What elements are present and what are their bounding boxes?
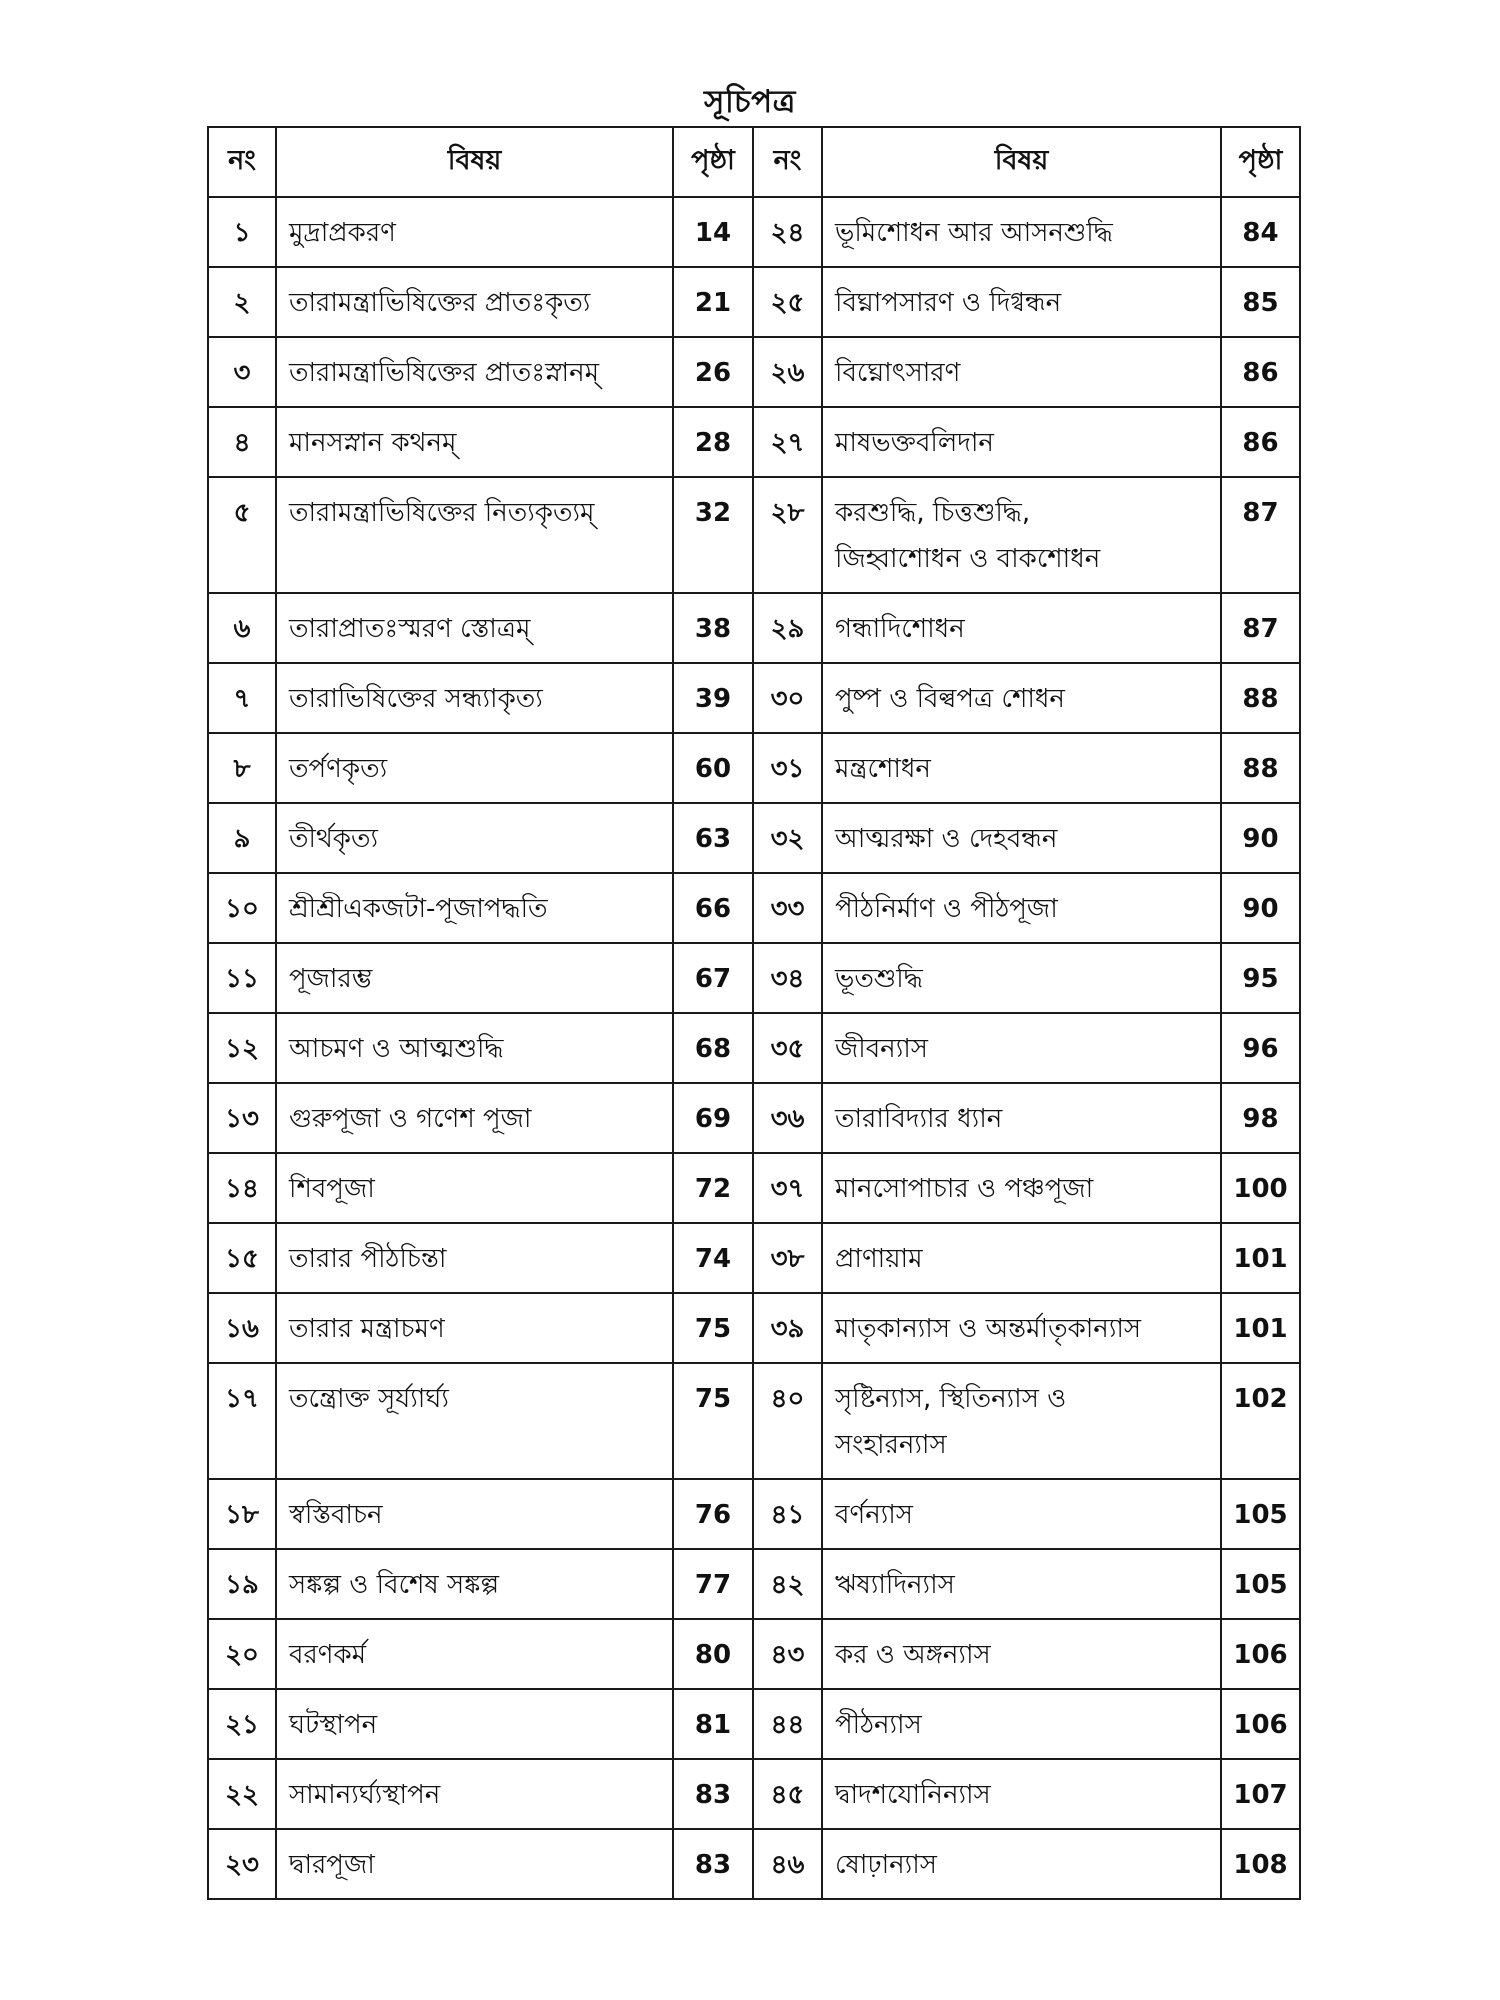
- entry-page: 86: [1221, 337, 1300, 407]
- entry-subject: [822, 477, 1221, 593]
- entry-subject: [276, 1153, 673, 1223]
- table-row: [208, 733, 1300, 803]
- entry-page: 90: [1221, 803, 1300, 873]
- entry-subject-line: পুষ্প ও বিল্বপত্র শোধন: [835, 684, 1065, 714]
- entry-subject-line: সামান্যর্ঘ্যস্থাপন: [289, 1780, 441, 1810]
- entry-subject: [822, 873, 1221, 943]
- entry-number: ১: [208, 197, 276, 267]
- entry-subject-line: ষোঢ়ান্যাস: [835, 1850, 937, 1880]
- table-row: [208, 267, 1300, 337]
- entry-page: 76: [673, 1479, 753, 1549]
- entry-subject-line: জীবন্যাস: [835, 1034, 928, 1064]
- entry-subject: [822, 1689, 1221, 1759]
- entry-subject-line: শ্রীশ্রীএকজটা-পূজাপদ্ধতি: [289, 894, 548, 924]
- entry-subject-line: মুদ্রাপ্রকরণ: [289, 218, 396, 248]
- header-num-right: নং: [753, 127, 822, 197]
- entry-number: ১১: [208, 943, 276, 1013]
- entry-subject-line: সঙ্কল্প ও বিশেষ সঙ্কল্প: [289, 1570, 500, 1600]
- entry-number: ২৯: [753, 593, 822, 663]
- entry-page: 39: [673, 663, 753, 733]
- entry-subject-line: মানসস্নান কথনম্: [289, 428, 457, 458]
- table-row: [208, 1759, 1300, 1829]
- entry-subject: [276, 873, 673, 943]
- entry-page: 101: [1221, 1223, 1300, 1293]
- header-subject-right: বিষয়: [822, 127, 1221, 197]
- entry-page: 107: [1221, 1759, 1300, 1829]
- entry-subject: [822, 407, 1221, 477]
- entry-subject-line: শিবপূজা: [289, 1174, 375, 1204]
- entry-number: ৪: [208, 407, 276, 477]
- entry-subject: [822, 733, 1221, 803]
- table-row: [208, 477, 1300, 593]
- entry-subject-line: স্বস্তিবাচন: [289, 1500, 383, 1530]
- entry-page: 38: [673, 593, 753, 663]
- entry-subject-line: বরণকর্ম: [289, 1640, 367, 1670]
- entry-page: 63: [673, 803, 753, 873]
- entry-subject: [276, 1293, 673, 1363]
- entry-number: ৩১: [753, 733, 822, 803]
- table-row: [208, 1293, 1300, 1363]
- entry-subject: [276, 803, 673, 873]
- entry-subject: [276, 1759, 673, 1829]
- entry-subject: [276, 1083, 673, 1153]
- entry-subject: [276, 663, 673, 733]
- entry-subject: [822, 337, 1221, 407]
- entry-number: ১৪: [208, 1153, 276, 1223]
- header-page-left: পৃষ্ঠা: [673, 127, 753, 197]
- entry-number: ২৫: [753, 267, 822, 337]
- entry-page: 105: [1221, 1479, 1300, 1549]
- entry-subject-line: ঋষ্যাদিন্যাস: [835, 1570, 955, 1600]
- entry-page: 72: [673, 1153, 753, 1223]
- header-row: [208, 127, 1300, 197]
- header-page-right: পৃষ্ঠা: [1221, 127, 1300, 197]
- entry-page: 102: [1221, 1363, 1300, 1479]
- entry-subject-line: পূজারম্ভ: [289, 964, 373, 994]
- entry-number: ১৬: [208, 1293, 276, 1363]
- table-row: [208, 1153, 1300, 1223]
- entry-page: 84: [1221, 197, 1300, 267]
- entry-page: 101: [1221, 1293, 1300, 1363]
- entry-subject-line: পীঠনির্মাণ ও পীঠপূজা: [835, 894, 1058, 924]
- entry-subject-line: মাষভক্তবলিদান: [835, 428, 994, 458]
- entry-number: ৬: [208, 593, 276, 663]
- entry-page: 98: [1221, 1083, 1300, 1153]
- entry-number: ১৫: [208, 1223, 276, 1293]
- entry-subject-line: বিঘ্নাপসারণ ও দিগ্বন্ধন: [835, 288, 1062, 318]
- entry-page: 88: [1221, 733, 1300, 803]
- entry-number: ৩৯: [753, 1293, 822, 1363]
- entry-subject: [822, 1013, 1221, 1083]
- entry-subject: [822, 943, 1221, 1013]
- entry-subject-line: ঘটস্থাপন: [289, 1710, 378, 1740]
- entry-subject-line: বিঘ্নোৎসারণ: [835, 358, 961, 388]
- entry-number: ১২: [208, 1013, 276, 1083]
- entry-subject: [276, 593, 673, 663]
- entry-subject-line: তারাবিদ্যার ধ্যান: [835, 1104, 1003, 1134]
- entry-number: ৩২: [753, 803, 822, 873]
- entry-number: ৩৮: [753, 1223, 822, 1293]
- entry-number: ৪৩: [753, 1619, 822, 1689]
- entry-page: 85: [1221, 267, 1300, 337]
- entry-page: 105: [1221, 1549, 1300, 1619]
- entry-subject: [822, 267, 1221, 337]
- table-row: [208, 663, 1300, 733]
- entry-subject: [822, 1083, 1221, 1153]
- entry-page: 90: [1221, 873, 1300, 943]
- entry-page: 28: [673, 407, 753, 477]
- entry-subject-line: তারাভিষিক্তের সন্ধ্যাকৃত্য: [289, 684, 543, 714]
- entry-subject-line: সৃষ্টিন্যাস, স্থিতিন্যাস ও: [835, 1384, 1067, 1414]
- entry-subject: [822, 1293, 1221, 1363]
- table-row: [208, 1363, 1300, 1479]
- entry-subject: [276, 733, 673, 803]
- table-row: [208, 1013, 1300, 1083]
- entry-subject-line: তারার পীঠচিন্তা: [289, 1244, 447, 1274]
- entry-page: 66: [673, 873, 753, 943]
- entry-subject-line: তারামন্ত্রাভিষিক্তের নিত্যকৃত্যম্: [289, 498, 595, 528]
- entry-subject-line: পীঠন্যাস: [835, 1710, 922, 1740]
- table-row: [208, 1479, 1300, 1549]
- entry-subject: [276, 943, 673, 1013]
- table-row: [208, 1223, 1300, 1293]
- table-row: [208, 943, 1300, 1013]
- entry-subject-line-2: জিহ্বাশোধন ও বাকশোধন: [835, 544, 1101, 574]
- entry-page: 83: [673, 1829, 753, 1899]
- header-subject-left: বিষয়: [276, 127, 673, 197]
- entry-subject-line: দ্বারপূজা: [289, 1850, 375, 1880]
- entry-number: ৪০: [753, 1363, 822, 1479]
- entry-page: 88: [1221, 663, 1300, 733]
- entry-subject-line: গুরুপূজা ও গণেশ পূজা: [289, 1104, 532, 1134]
- entry-number: ৪৪: [753, 1689, 822, 1759]
- entry-page: 81: [673, 1689, 753, 1759]
- entry-number: ১০: [208, 873, 276, 943]
- toc-body: [208, 197, 1300, 1899]
- table-row: [208, 1689, 1300, 1759]
- entry-page: 80: [673, 1619, 753, 1689]
- entry-number: ২৩: [208, 1829, 276, 1899]
- entry-page: 86: [1221, 407, 1300, 477]
- entry-subject-line: তারামন্ত্রাভিষিক্তের প্রাতঃস্নানম্: [289, 358, 600, 388]
- entry-page: 83: [673, 1759, 753, 1829]
- entry-page: 106: [1221, 1619, 1300, 1689]
- entry-page: 32: [673, 477, 753, 593]
- entry-subject: [822, 803, 1221, 873]
- entry-subject: [822, 593, 1221, 663]
- entry-page: 67: [673, 943, 753, 1013]
- entry-subject-line: তর্পণকৃত্য: [289, 754, 388, 784]
- entry-subject: [276, 1479, 673, 1549]
- entry-number: ২৪: [753, 197, 822, 267]
- entry-subject: [276, 407, 673, 477]
- entry-page: 14: [673, 197, 753, 267]
- entry-page: 87: [1221, 593, 1300, 663]
- table-row: [208, 197, 1300, 267]
- table-row: [208, 1083, 1300, 1153]
- entry-number: ৪৬: [753, 1829, 822, 1899]
- table-row: [208, 337, 1300, 407]
- table-row: [208, 803, 1300, 873]
- entry-page: 87: [1221, 477, 1300, 593]
- entry-number: ৪১: [753, 1479, 822, 1549]
- entry-subject-line: তারামন্ত্রাভিষিক্তের প্রাতঃকৃত্য: [289, 288, 591, 318]
- entry-page: 75: [673, 1363, 753, 1479]
- entry-subject: [276, 1363, 673, 1479]
- entry-subject-line: তারার মন্ত্রাচমণ: [289, 1314, 445, 1344]
- table-row: [208, 407, 1300, 477]
- entry-number: ৩৭: [753, 1153, 822, 1223]
- entry-subject: [822, 1549, 1221, 1619]
- entry-number: ২৬: [753, 337, 822, 407]
- entry-number: ১৮: [208, 1479, 276, 1549]
- entry-subject-line: মাতৃকান্যাস ও অন্তর্মাতৃকান্যাস: [835, 1314, 1142, 1344]
- entry-number: ৩৫: [753, 1013, 822, 1083]
- entry-subject-line: তীর্থকৃত্য: [289, 824, 379, 854]
- page-title: সূচিপত্র: [704, 84, 796, 120]
- entry-subject: [822, 1619, 1221, 1689]
- entry-number: ৩০: [753, 663, 822, 733]
- header-num-left: নং: [208, 127, 276, 197]
- entry-number: ৩৩: [753, 873, 822, 943]
- entry-subject: [276, 267, 673, 337]
- entry-page: 69: [673, 1083, 753, 1153]
- entry-page: 100: [1221, 1153, 1300, 1223]
- table-row: [208, 593, 1300, 663]
- entry-page: 108: [1221, 1829, 1300, 1899]
- table-row: [208, 873, 1300, 943]
- entry-subject: [276, 1689, 673, 1759]
- entry-number: ২২: [208, 1759, 276, 1829]
- entry-number: ১৭: [208, 1363, 276, 1479]
- entry-subject-line: আচমণ ও আত্মশুদ্ধি: [289, 1034, 504, 1064]
- entry-subject: [822, 197, 1221, 267]
- entry-subject: [822, 1153, 1221, 1223]
- entry-subject-line: মন্ত্রশোধন: [835, 754, 931, 784]
- entry-number: ৫: [208, 477, 276, 593]
- entry-number: ২১: [208, 1689, 276, 1759]
- entry-subject-line: তন্ত্রোক্ত সূর্য্যার্ঘ্য: [289, 1384, 449, 1414]
- table-row: [208, 1549, 1300, 1619]
- entry-page: 106: [1221, 1689, 1300, 1759]
- entry-number: ১৯: [208, 1549, 276, 1619]
- entry-subject-line: প্রাণায়াম: [835, 1244, 923, 1274]
- entry-page: 75: [673, 1293, 753, 1363]
- entry-subject-line: গন্ধাদিশোধন: [835, 614, 965, 644]
- toc-table: [207, 126, 1301, 1900]
- entry-subject: [822, 1479, 1221, 1549]
- table-row: [208, 1619, 1300, 1689]
- entry-subject: [276, 197, 673, 267]
- entry-subject-line: তারাপ্রাতঃস্মরণ স্তোত্রম্: [289, 614, 531, 644]
- entry-number: ৪৫: [753, 1759, 822, 1829]
- entry-subject-line: কর ও অঙ্গন্যাস: [835, 1640, 991, 1670]
- entry-number: ৭: [208, 663, 276, 733]
- entry-number: ৩: [208, 337, 276, 407]
- entry-subject-line: ভূতশুদ্ধি: [835, 964, 923, 994]
- entry-number: ২০: [208, 1619, 276, 1689]
- entry-subject: [822, 663, 1221, 733]
- entry-subject: [276, 1829, 673, 1899]
- entry-number: ১৩: [208, 1083, 276, 1153]
- entry-number: ৩৬: [753, 1083, 822, 1153]
- entry-number: ৯: [208, 803, 276, 873]
- entry-page: 68: [673, 1013, 753, 1083]
- entry-subject-line: মানসোপাচার ও পঞ্চপূজা: [835, 1174, 1094, 1204]
- entry-page: 60: [673, 733, 753, 803]
- entry-subject-line: ভূমিশোধন আর আসনশুদ্ধি: [835, 218, 1113, 248]
- entry-number: ৪২: [753, 1549, 822, 1619]
- entry-page: 95: [1221, 943, 1300, 1013]
- entry-subject-line: বর্ণন্যাস: [835, 1500, 913, 1530]
- entry-subject: [822, 1363, 1221, 1479]
- entry-number: ৩৪: [753, 943, 822, 1013]
- entry-subject-line: করশুদ্ধি, চিত্তশুদ্ধি,: [835, 498, 1031, 528]
- entry-subject: [822, 1829, 1221, 1899]
- entry-subject: [822, 1759, 1221, 1829]
- entry-page: 96: [1221, 1013, 1300, 1083]
- entry-number: ২৮: [753, 477, 822, 593]
- entry-page: 26: [673, 337, 753, 407]
- entry-subject-line: দ্বাদশযোনিন্যাস: [835, 1780, 991, 1810]
- entry-number: ৮: [208, 733, 276, 803]
- entry-subject-line: আত্মরক্ষা ও দেহবন্ধন: [835, 824, 1058, 854]
- entry-subject: [822, 1223, 1221, 1293]
- entry-page: 74: [673, 1223, 753, 1293]
- table-row: [208, 1829, 1300, 1899]
- entry-subject: [276, 337, 673, 407]
- entry-page: 77: [673, 1549, 753, 1619]
- entry-subject: [276, 1013, 673, 1083]
- entry-number: ২৭: [753, 407, 822, 477]
- entry-subject: [276, 1619, 673, 1689]
- entry-page: 21: [673, 267, 753, 337]
- entry-subject-line-2: সংহারন্যাস: [835, 1430, 947, 1460]
- entry-subject: [276, 1223, 673, 1293]
- entry-number: ২: [208, 267, 276, 337]
- entry-subject: [276, 1549, 673, 1619]
- entry-subject: [276, 477, 673, 593]
